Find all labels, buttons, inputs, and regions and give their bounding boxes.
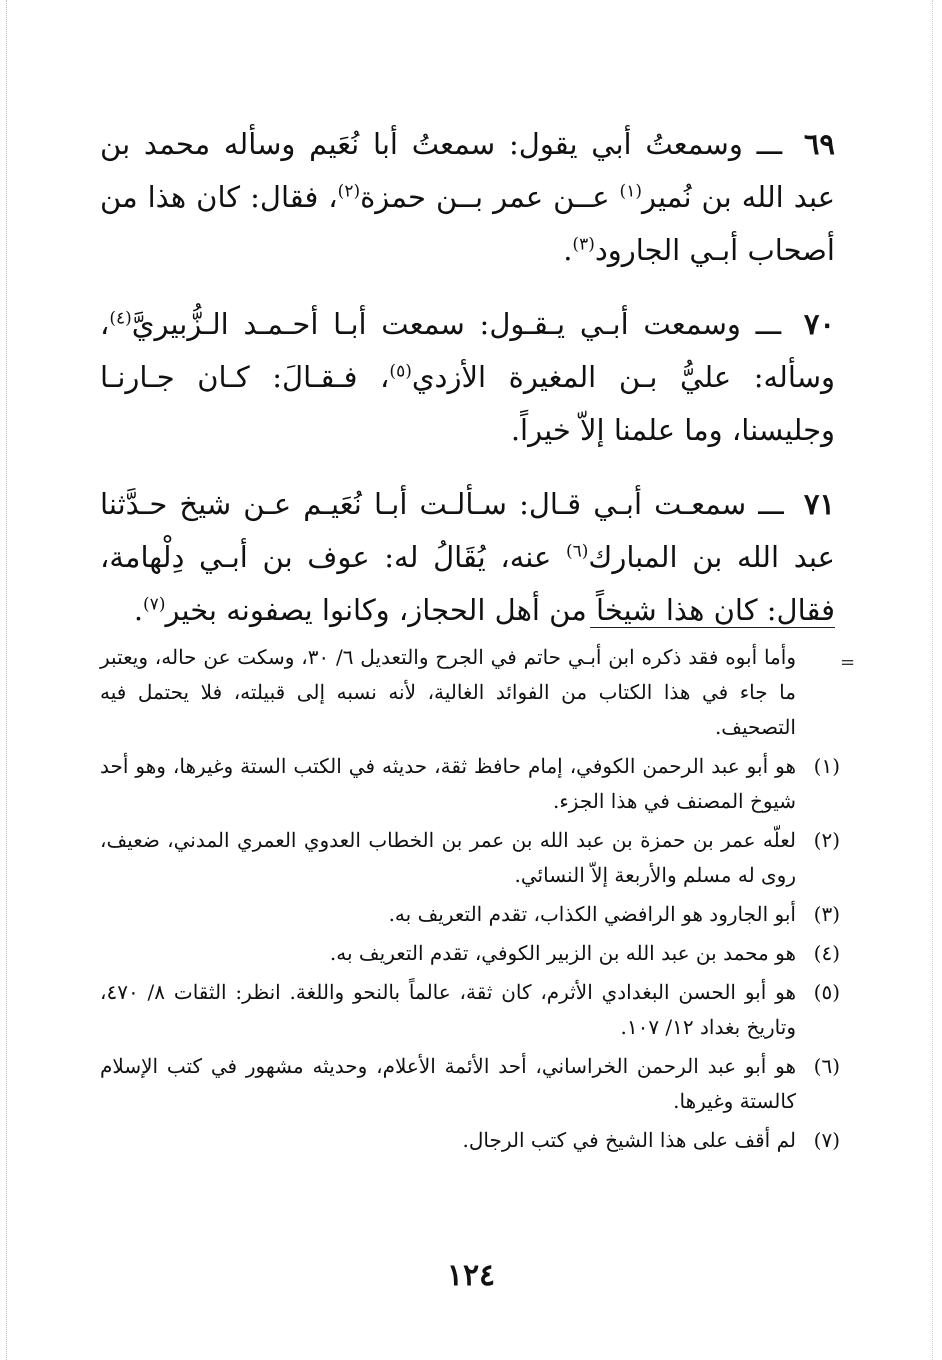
footnote-text: هو محمد بن عبد الله بن الزبير الكوفي، تقدم التعريف به. <box>329 941 796 965</box>
footnote-text: أبو الجارود هو الرافضي الكذاب، تقدم التعريف به. <box>388 902 796 926</box>
paragraph-text: ـــ سمعـت أبـي قـال: سـألـت أبـا نُعَيـم عـن شيخ حـدَّثنا عبد الله بن المبارك <box>100 487 835 574</box>
paragraph-number: ٦٩ <box>803 127 836 161</box>
paragraph-text: . <box>133 593 144 627</box>
footnote-separator <box>590 627 835 628</box>
footnote-ref[interactable]: (٣) <box>572 234 595 255</box>
footnote-ref[interactable]: (٢) <box>337 181 361 202</box>
footnote-ref[interactable]: (٤) <box>109 308 132 329</box>
footnote-number: (٥) <box>813 980 840 1004</box>
footnote-text: هو أبو الحسن البغدادي الأثرم، كان ثقة، عالماً بالنحو واللغة. انظر: الثقات ٨/ ٤٧٠، وتاريخ بغداد ١٢/ ١٠٧. <box>100 980 796 1039</box>
paragraph-69 <box>100 118 835 277</box>
footnote-text: لعلّه عمر بن حمزة بن عبد الله بن عمر بن الخطاب العدوي العمري المدني، ضعيف، روى له مسلم والأربعة إلاّ النسائي. <box>100 828 796 887</box>
page-number: ١٢٤ <box>446 1258 496 1293</box>
footnote-continuation <box>100 640 840 745</box>
paragraph-text: عنه، يُقَالُ له: عوف بن أبـي دِلْهامة، فقال: كان هذا شيخاً من أهل الحجاز، وكانوا يصفونه بخير <box>100 540 835 627</box>
footnote-6 <box>100 1049 840 1119</box>
footnote-text: لم أقف على هذا الشيخ في كتب الرجال. <box>462 1128 796 1152</box>
paragraph-number: ٧٠ <box>803 307 835 341</box>
page-edge-right <box>932 0 934 1360</box>
footnote-4 <box>100 936 840 971</box>
footnote-number: (٧) <box>813 1128 840 1152</box>
footnote-number: (٤) <box>813 941 840 965</box>
paragraph-text: ـــ وسمعت أبـي يـقـول: سمعت أبـا أحـمـد الـزُّبيريَّ <box>131 307 782 341</box>
footnote-number: (٢) <box>813 828 840 852</box>
page-edge-left <box>6 0 8 1360</box>
footnote-number: (١) <box>813 754 840 778</box>
footnote-ref[interactable]: (٦) <box>566 541 589 562</box>
paragraph-text: ، فـقـالَ: كـان جـارنـا وجليسنا، وما علمنا إلاّ خيراً. <box>100 360 835 447</box>
paragraph-text: ، وسأله: عليُّ بـن المغيرة الأزدي <box>100 307 835 394</box>
paragraph-71 <box>100 478 835 637</box>
paragraph-text: ، فقال: كان هذا من أصحاب أبـي الجارود <box>100 180 835 267</box>
footnote-ref[interactable]: (٥) <box>389 361 412 382</box>
footnote-3 <box>100 897 840 932</box>
footnote-text: وأما أبوه فقد ذكره ابن أبـي حاتم في الجرح والتعديل ٦/ ٣٠، وسكت عن حاله، ويعتبر ما جاء في هذا الكتاب من الفوائد الغالية، لأنه نسبه إلى قبيلته، فلا يحتمل فيه التصحيف. <box>100 645 796 739</box>
footnote-ref[interactable]: (٧) <box>143 594 166 615</box>
footnote-1 <box>100 749 840 819</box>
footnote-text: هو أبو عبد الرحمن الخراساني، أحد الأئمة الأعلام، وحديثه مشهور في كتب الإسلام كالستة وغيرها. <box>100 1054 796 1113</box>
footnotes <box>100 640 840 1162</box>
main-text <box>100 118 835 658</box>
footnote-number: (٣) <box>813 902 840 926</box>
footnote-2 <box>100 823 840 893</box>
paragraph-text: ـــ وسمعتُ أبي يقول: سمعتُ أبا نُعَيم وسأله محمد بن عبد الله بن نُمير <box>100 127 836 214</box>
paragraph-70 <box>100 298 835 457</box>
paragraph-text: عــن عمر بــن حمزة <box>360 180 610 214</box>
paragraph-number: ٧١ <box>803 487 835 521</box>
continuation-mark: = <box>840 652 856 673</box>
footnote-text: هو أبو عبد الرحمن الكوفي، إمام حافظ ثقة، حديثه في الكتب الستة وغيرها، وهو أحد شيوخ المصنف في هذا الجزء. <box>100 754 796 813</box>
paragraph-text: . <box>563 233 573 267</box>
footnote-7 <box>100 1123 840 1158</box>
footnote-number: (٦) <box>813 1054 840 1078</box>
footnote-5 <box>100 975 840 1045</box>
footnote-ref[interactable]: (١) <box>619 181 642 202</box>
